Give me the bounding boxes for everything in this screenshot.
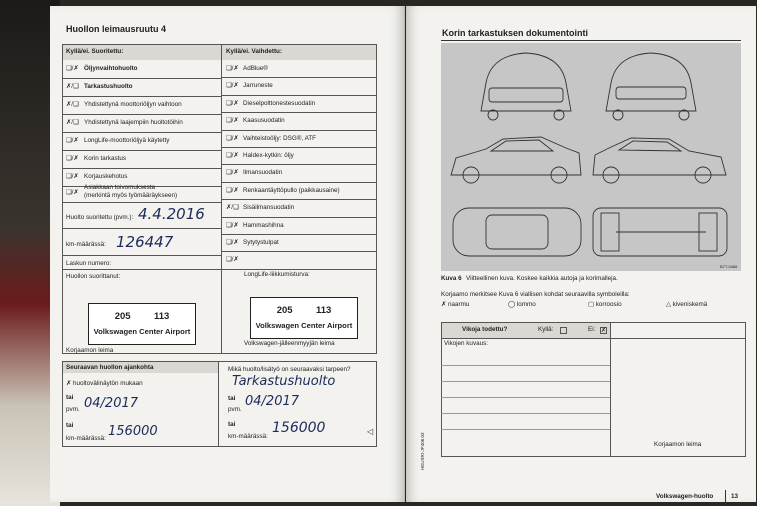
- car-outline-drawings: [441, 43, 741, 271]
- right-item-checkbox: ❑/✗: [226, 152, 239, 159]
- next-service-header: Seuraavan huollon ajankohta: [66, 364, 154, 371]
- right-item-label: Vaihteistoöljy: DSG®, ATF: [243, 134, 316, 142]
- right-item-checkbox: ❑/✗: [226, 82, 239, 90]
- right-item-checkbox: ❑/✗: [226, 169, 239, 177]
- col-left-header: Kyllä/ei. Suoritettu:: [66, 48, 124, 55]
- right-item-label: Sytytystulpat: [243, 239, 279, 246]
- next-date-value-2: 04/2017: [245, 394, 300, 409]
- damage-desc-label: Vikojen kuvaus:: [444, 340, 488, 347]
- left-item-checkbox: ❑/✗: [66, 137, 79, 144]
- km-label: km-määrässä:: [66, 241, 106, 248]
- col-right-header: Kyllä/ei. Vaihdettu:: [226, 48, 282, 55]
- side-code: HEUSRI-JP406.03: [420, 432, 425, 470]
- next-date-value: 04/2017: [84, 396, 139, 411]
- footer-section: Volkswagen-huolto: [656, 493, 714, 500]
- right-item-checkbox: ❑/✗: [226, 117, 239, 125]
- right-item-label: Haldex-kytkin: öljy: [243, 152, 294, 159]
- right-item-checkbox: ❑/✗: [226, 221, 239, 229]
- extra-label-1: Asiakkaan toivomuksesta: [84, 184, 156, 191]
- right-item-checkbox: ❑/✗: [226, 99, 239, 107]
- next-date-label-2: pvm.: [228, 406, 242, 413]
- next-km-value-2: 156000: [272, 420, 326, 436]
- next-km-value: 156000: [108, 424, 158, 439]
- left-item-label: Korjauskehotus: [84, 173, 128, 180]
- extra-check: ❑/✗: [66, 189, 79, 196]
- next-km-label: km-määrässä:: [66, 435, 106, 442]
- left-page-title: Huollon leimausruutu 4: [66, 24, 167, 34]
- right-item-checkbox: ❑/✗: [226, 239, 239, 246]
- next-date-label: pvm.: [66, 406, 80, 413]
- figure-caption: Viitteellinen kuva. Koskee kaikkia autoja ja korimalleja.: [466, 275, 618, 282]
- right-item-checkbox: ❑/✗: [226, 186, 239, 194]
- km-value: 126447: [116, 233, 174, 251]
- figure-code: B7T-0466: [720, 264, 738, 269]
- right-item-checkbox: ❑/✗: [226, 134, 239, 142]
- right-item-label: Sisäilmansuodatin: [243, 204, 295, 212]
- right-page-title: Korin tarkastuksen dokumentointi: [442, 28, 589, 38]
- figure-caption-bold: Kuva 6: [441, 275, 462, 282]
- next-km-label-2: km-määrässä:: [228, 433, 268, 440]
- left-item-checkbox: ❑/✗: [66, 155, 79, 162]
- yes-label: Kyllä:: [538, 326, 554, 333]
- left-item-checkbox: ❑/✗: [66, 173, 79, 180]
- performer-label: Huollon suorittanut:: [66, 273, 121, 280]
- next-question-value: Tarkastushuolto: [232, 374, 336, 389]
- dealer-stamp-label: Volkswagen-jälleenmyyjän leima: [244, 340, 335, 347]
- dealer-stamp-right: 205 113 Volkswagen Center Airport: [250, 297, 358, 339]
- left-item-checkbox: ❑/✗: [66, 65, 79, 72]
- page-number: 13: [731, 493, 739, 500]
- right-item-checkbox: ❑/✗: [226, 65, 239, 72]
- right-item-label: AdBlue®: [243, 65, 268, 72]
- yes-checkbox[interactable]: [560, 327, 567, 334]
- legend-intro: Korjaamo merkitsee Kuva 6 viallisen kohdat seuraavilla symboleilla:: [441, 291, 630, 298]
- service-date-label: Huolto suoritettu (pvm.):: [66, 214, 134, 221]
- left-item-checkbox: ✗/❑: [66, 83, 79, 90]
- workshop-stamp-left: 205 113 Volkswagen Center Airport: [88, 303, 196, 345]
- right-item-label: Hammashihna: [243, 221, 284, 229]
- damage-question: Vikoja todettu?: [462, 326, 508, 333]
- left-item-label: Yhdistettynä moottoriöljyn vaihtoon: [84, 101, 182, 108]
- right-item-label: Dieselpolttonestesuodatin: [243, 99, 316, 107]
- next-by-indicator: ✗ huoltovälinäytön mukaan: [66, 380, 143, 387]
- workshop-stamp-label: Korjaamon leima: [66, 347, 114, 354]
- arrow-glyph: ◁: [367, 427, 374, 436]
- left-item-label: Yhdistettynä laajempiin huoltotöihin: [84, 119, 183, 126]
- left-item-label: Tarkastushuolto: [84, 83, 133, 90]
- right-item-label: Renkaantäyttöpullo (paikkausaine): [243, 186, 340, 194]
- right-item-checkbox: ✗/❑: [226, 204, 239, 212]
- invoice-label: Laskun numero:: [66, 260, 112, 267]
- left-item-label: LongLife-moottoriöljyä käytetty: [84, 137, 170, 144]
- left-item-label: Korin tarkastus: [84, 155, 126, 162]
- right-item-label: Jarruneste: [243, 82, 273, 90]
- service-date-value: 4.4.2016: [138, 205, 205, 223]
- left-item-checkbox: ✗/❑: [66, 119, 79, 126]
- extra-label-2: (merkintä myös työmääräykseen): [84, 192, 178, 199]
- next-question: Mikä huolto/lisätyö on seuraavaksi tarpeen?: [228, 366, 351, 373]
- right-item-label: Kaasusuodatin: [243, 117, 285, 125]
- right-item-checkbox: ❑/✗: [226, 256, 239, 264]
- no-label: Ei:: [588, 326, 596, 333]
- no-checkbox[interactable]: ✗: [601, 328, 607, 334]
- right-item-label: Ilmansuodatin: [243, 169, 283, 177]
- left-item-checkbox: ✗/❑: [66, 101, 79, 108]
- left-item-label: Öljynvaihtohuolto: [84, 65, 138, 72]
- right-workshop-stamp-label: Korjaamon leima: [654, 441, 702, 448]
- longlife-label: LongLife-liikkumisturva:: [244, 271, 310, 278]
